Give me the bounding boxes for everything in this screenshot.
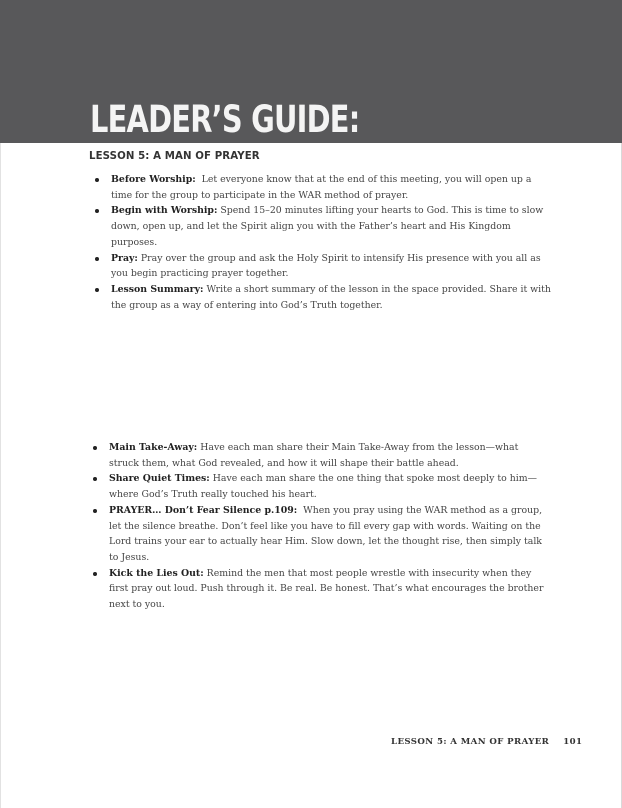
list-item — [111, 203, 551, 250]
bullet-icon — [93, 477, 97, 481]
page-number: 101 — [563, 737, 583, 747]
bullet-icon — [95, 288, 99, 292]
bullet-icon — [95, 257, 99, 261]
item-label: Begin with Worship: — [111, 205, 218, 217]
instructions-list-top — [111, 172, 551, 313]
item-text: Have each man share their Main Take-Away from the lesson—what struck them, what God revealed, and how it will shape their battle ahead. — [109, 442, 519, 469]
item-label: Kick the Lies Out: — [109, 567, 204, 579]
list-item — [109, 471, 551, 502]
item-text: Spend 15–20 minutes lifting your hearts to God. This is time to slow down, open up, and let the Spirit align you with the Father’s heart and His Kingdom purposes. — [111, 205, 544, 248]
list-item — [111, 172, 551, 203]
item-text: Have each man share the one thing that spoke most deeply to him—where God’s Truth really touched his heart. — [109, 473, 537, 501]
list-item — [109, 440, 551, 471]
item-text: Write a short summary of the lesson in the space provided. Share it with the group as a way of entering into God’s Truth together. — [111, 283, 551, 311]
bullet-icon — [95, 178, 99, 182]
item-text: Pray over the group and ask the Holy Spirit to intensify His presence with you all as you begin practicing prayer together. — [111, 252, 541, 280]
page-footer — [391, 737, 582, 747]
item-text: Remind the men that most people wrestle with insecurity when they first pray out loud. Push through it. Be real. Be honest. That’s what encourages the brother next to you. — [109, 567, 544, 611]
item-label: Lesson Summary: — [111, 283, 204, 295]
item-label: PRAYER… Don’t Fear Silence p.109: — [109, 504, 298, 516]
bullet-icon — [93, 446, 97, 450]
running-title: LESSON 5: A MAN OF PRAYER — [391, 737, 550, 747]
instructions-list-bottom — [109, 440, 551, 613]
item-label: Pray: — [111, 252, 138, 264]
list-item — [111, 282, 551, 313]
item-label: Main Take-Away: — [109, 442, 198, 453]
bullet-icon — [93, 509, 97, 513]
page-title: LEADER’S GUIDE: — [90, 98, 360, 141]
item-text: When you pray using the WAR method as a group, let the silence breathe. Don’t feel like you have to fill every gap with words. Waiting on the Lord trains your ear to actually hear Him. Slow down, let the thought rise, then simply talk to Jesus. — [109, 504, 543, 563]
bullet-icon — [93, 572, 97, 576]
list-item — [111, 251, 551, 282]
item-label: Share Quiet Times: — [109, 473, 210, 485]
item-text: Let everyone know that at the end of this meeting, you will open up a time for the group to participate in the WAR method of prayer. — [111, 174, 532, 201]
page-edge-left — [0, 143, 1, 808]
list-item — [109, 566, 551, 613]
lesson-subtitle: LESSON 5: A MAN OF PRAYER — [89, 151, 260, 162]
bullet-icon — [95, 209, 99, 213]
list-item — [109, 503, 551, 566]
item-label: Before Worship: — [111, 174, 196, 185]
